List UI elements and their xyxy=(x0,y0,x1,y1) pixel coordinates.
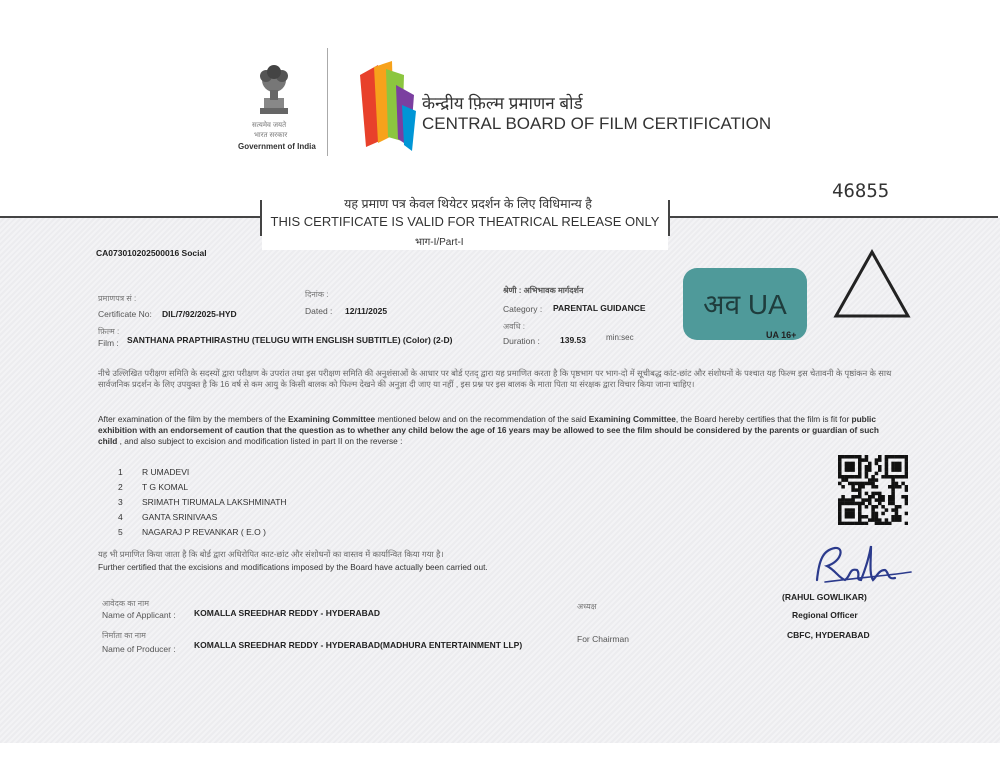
serial-number: 46855 xyxy=(832,180,890,202)
further-english: Further certified that the excisions and modifications imposed by the Board have actually been carried out. xyxy=(98,562,488,572)
hindi-paragraph: नीचे उल्लिखित परीक्षण समिति के सदस्यों द्वारा परीक्षण के उपरांत तथा इस परीक्षण समिति की अनुशंसाओं के आधार पर बोर्ड एतद् द्वारा यह प्रमाणित करता है कि पृष्ठभाग पर भाग-दो में सूचीबद्ध कांट-छांट और संशोधनों के पश्चात यह फिल्म इस चेतावनी के पृष्ठांकन के साथ सार्वजनिक प्रदर्शन के लिए उपयुक्त है कि 16 वर्ष से कम आयु के किसी बालक को फिल्म देखने की अनुज्ञा दी जाए या नहीं , इस प्रश्न पर इस बालक के माता पिता या संरक्षक द्वारा विचार किया जाना चाहिए। xyxy=(98,368,892,389)
dated-hindi: दिनांक : xyxy=(305,290,329,299)
applicant-value: KOMALLA SREEDHAR REDDY - HYDERABAD xyxy=(194,608,381,618)
chairman-hindi: अध्यक्ष xyxy=(577,602,597,611)
producer-label: Name of Producer : xyxy=(102,644,176,654)
rating-badge-text: अव UA xyxy=(703,289,787,320)
list-item xyxy=(118,462,287,477)
cbfc-logo xyxy=(350,55,420,155)
member-number: 4 xyxy=(118,512,123,522)
member-name: NAGARAJ P REVANKAR ( E.O ) xyxy=(142,527,266,537)
officer-title: Regional Officer xyxy=(792,610,858,620)
gov-english: Government of India xyxy=(238,142,316,151)
film-hindi: फ़िल्म : xyxy=(98,327,120,336)
member-name: T G KOMAL xyxy=(142,482,189,492)
member-number: 3 xyxy=(118,497,123,507)
film-value: SANTHANA PRAPTHIRASTHU (TELUGU WITH ENGLISH SUBTITLE) (Color) (2-D) xyxy=(127,335,453,345)
chairman-english: For Chairman xyxy=(577,634,629,644)
duration-unit: min:sec xyxy=(606,333,634,342)
list-item xyxy=(118,477,287,492)
member-number: 2 xyxy=(118,482,123,492)
member-number: 1 xyxy=(118,467,123,477)
list-item xyxy=(118,522,287,537)
category-value: PARENTAL GUIDANCE xyxy=(553,303,646,313)
member-name: GANTA SRINIVAAS xyxy=(142,512,218,522)
member-number: 5 xyxy=(118,527,123,537)
producer-hindi: निर्माता का नाम xyxy=(102,631,146,640)
cert-no-label: Certificate No: xyxy=(98,309,152,319)
gov-hindi: भारत सरकार xyxy=(254,132,288,139)
producer-value: KOMALLA SREEDHAR REDDY - HYDERABAD(MADHURA ENTERTAINMENT LLP) xyxy=(194,640,523,650)
emblem-motto: सत्यमेव जयते xyxy=(252,122,287,129)
officer-office: CBFC, HYDERABAD xyxy=(787,630,870,640)
officer-name: (RAHUL GOWLIKAR) xyxy=(782,592,867,602)
duration-hindi: अवधि : xyxy=(503,322,525,331)
right-rule xyxy=(668,216,998,218)
duration-value: 139.53 xyxy=(560,335,586,345)
english-para-5: , the Board hereby certifies that the film is fit for xyxy=(675,414,852,424)
english-para-1: After examination of the film by the members of the xyxy=(98,414,288,424)
part-label: भाग-I/Part-I xyxy=(415,237,464,248)
qr-code xyxy=(838,455,908,525)
list-item xyxy=(118,507,287,522)
rating-sub-label: UA 16+ xyxy=(766,330,797,340)
member-name: R UMADEVI xyxy=(142,467,190,477)
header-divider xyxy=(327,48,328,156)
film-label: Film : xyxy=(98,338,119,348)
national-emblem xyxy=(252,60,296,122)
right-rule-end xyxy=(668,200,670,236)
english-paragraph xyxy=(98,414,898,447)
list-item xyxy=(118,492,287,507)
validity-english: THIS CERTIFICATE IS VALID FOR THEATRICAL RELEASE ONLY xyxy=(270,214,660,229)
further-hindi: यह भी प्रमाणित किया जाता है कि बोर्ड द्वारा अधिरोपित काट-छांट और संशोधनों का वास्तव में कार्यान्वित किया गया है। xyxy=(98,549,444,559)
cert-no-hindi: प्रमाणपत्र सं : xyxy=(98,294,137,303)
category-hindi: श्रेणी : अभिभावक मार्गदर्शन xyxy=(503,286,584,295)
english-para-4: Examining Committee xyxy=(588,414,676,424)
applicant-hindi: आवेदक का नाम xyxy=(102,599,149,608)
english-para-6: public exhibition with an endorsement of caution that the question as to whether any child below the age of 16 years may be allowed to see the film should be considered by the parents or guardian of such child xyxy=(98,414,879,446)
board-hindi: केन्द्रीय फ़िल्म प्रमाणन बोर्ड xyxy=(422,94,583,113)
officer-signature xyxy=(805,540,915,588)
category-label: Category : xyxy=(503,304,543,314)
cert-no-value: DIL/7/92/2025-HYD xyxy=(162,309,237,319)
english-para-3: mentioned below and on the recommendation of the said xyxy=(375,414,589,424)
left-rule xyxy=(0,216,262,218)
board-english: CENTRAL BOARD OF FILM CERTIFICATION xyxy=(422,114,772,133)
dated-label: Dated : xyxy=(305,306,333,316)
validity-hindi: यह प्रमाण पत्र केवल थियेटर प्रदर्शन के लिए विधिमान्य है xyxy=(344,197,592,211)
dated-value: 12/11/2025 xyxy=(345,306,388,316)
english-para-2: Examining Committee xyxy=(288,414,376,424)
english-para-7: , and also subject to excision and modification listed in part II on the reverse : xyxy=(117,436,403,446)
duration-label: Duration : xyxy=(503,336,540,346)
member-name: SRIMATH TIRUMALA LAKSHMINATH xyxy=(142,497,287,507)
applicant-label: Name of Applicant : xyxy=(102,610,176,620)
committee-list xyxy=(118,462,287,537)
reference-code: CA073010202500016 Social xyxy=(96,248,207,258)
warning-triangle-icon xyxy=(832,248,912,320)
